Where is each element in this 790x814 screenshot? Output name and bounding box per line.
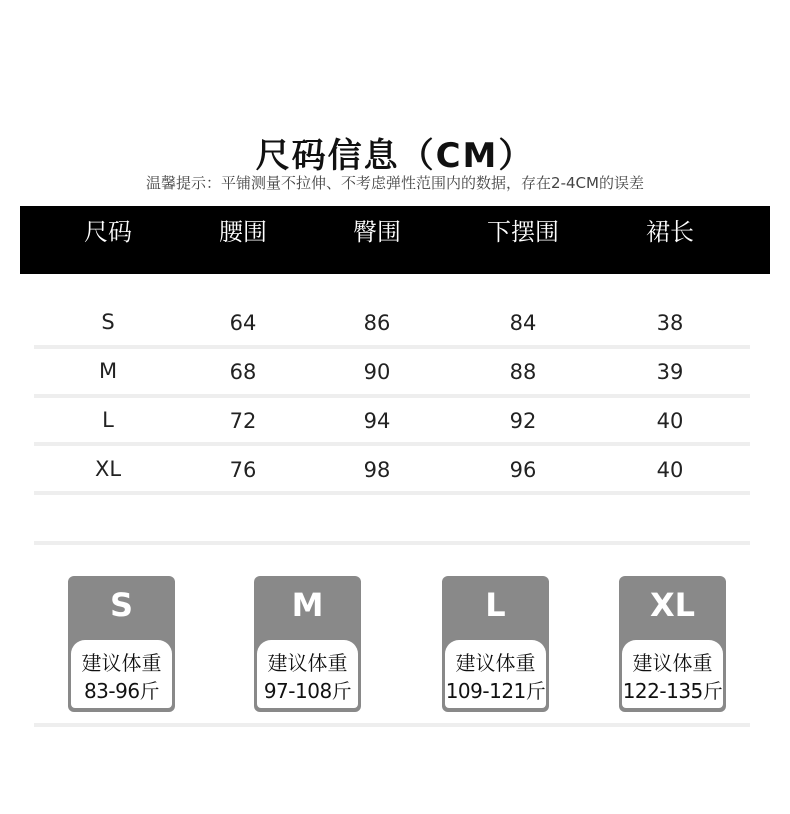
card-size-label: XL: [649, 586, 696, 624]
card-body: [71, 640, 172, 708]
cell-hem: 84: [509, 311, 537, 335]
page-title: 尺码信息（CM）: [255, 136, 535, 176]
cell-hem: 96: [509, 458, 537, 482]
cell-waist: 76: [229, 458, 257, 482]
cell-size: L: [102, 408, 114, 432]
card-weight-range: 97-108斤: [263, 679, 352, 703]
card-size-label: S: [109, 586, 134, 624]
col-header-size: 尺码: [84, 218, 132, 246]
row-divider: [34, 394, 750, 398]
card-weight-range: 83-96斤: [83, 679, 160, 703]
weight-card-m: [254, 576, 361, 712]
cell-size: S: [101, 310, 115, 334]
cell-hem: 88: [509, 360, 537, 384]
cell-hip: 86: [363, 311, 391, 335]
measurement-note: 温馨提示：平铺测量不拉伸、不考虑弹性范围内的数据，存在2-4CM的误差: [146, 174, 644, 192]
cell-length: 39: [656, 360, 684, 384]
row-divider: [34, 491, 750, 495]
cell-size: XL: [94, 457, 122, 481]
cell-length: 40: [656, 458, 684, 482]
card-body: [257, 640, 358, 708]
cell-length: 40: [656, 409, 684, 433]
card-body: [445, 640, 546, 708]
cell-waist: 68: [229, 360, 257, 384]
row-divider: [34, 345, 750, 349]
row-divider: [34, 442, 750, 446]
cell-hem: 92: [509, 409, 537, 433]
cell-waist: 64: [229, 311, 257, 335]
col-header-length: 裙长: [646, 218, 694, 246]
cell-length: 38: [656, 311, 684, 335]
col-header-hem: 下摆围: [487, 218, 559, 246]
card-size-label: M: [291, 586, 324, 624]
section-divider: [34, 541, 750, 545]
weight-card-l: [442, 576, 549, 712]
section-divider: [34, 723, 750, 727]
col-header-waist: 腰围: [219, 218, 267, 246]
card-weight-range: 109-121斤: [445, 679, 546, 703]
card-body: [622, 640, 723, 708]
card-weight-range: 122-135斤: [622, 679, 723, 703]
card-weight-label: 建议体重: [267, 651, 348, 675]
cell-hip: 90: [363, 360, 391, 384]
weight-card-xl: [619, 576, 726, 712]
col-header-hip: 臀围: [353, 218, 401, 246]
cell-size: M: [98, 359, 118, 383]
cell-hip: 94: [363, 409, 391, 433]
card-weight-label: 建议体重: [632, 651, 713, 675]
card-weight-label: 建议体重: [81, 651, 162, 675]
card-size-label: L: [485, 586, 506, 624]
cell-waist: 72: [229, 409, 257, 433]
weight-card-s: [68, 576, 175, 712]
card-weight-label: 建议体重: [455, 651, 536, 675]
cell-hip: 98: [363, 458, 391, 482]
